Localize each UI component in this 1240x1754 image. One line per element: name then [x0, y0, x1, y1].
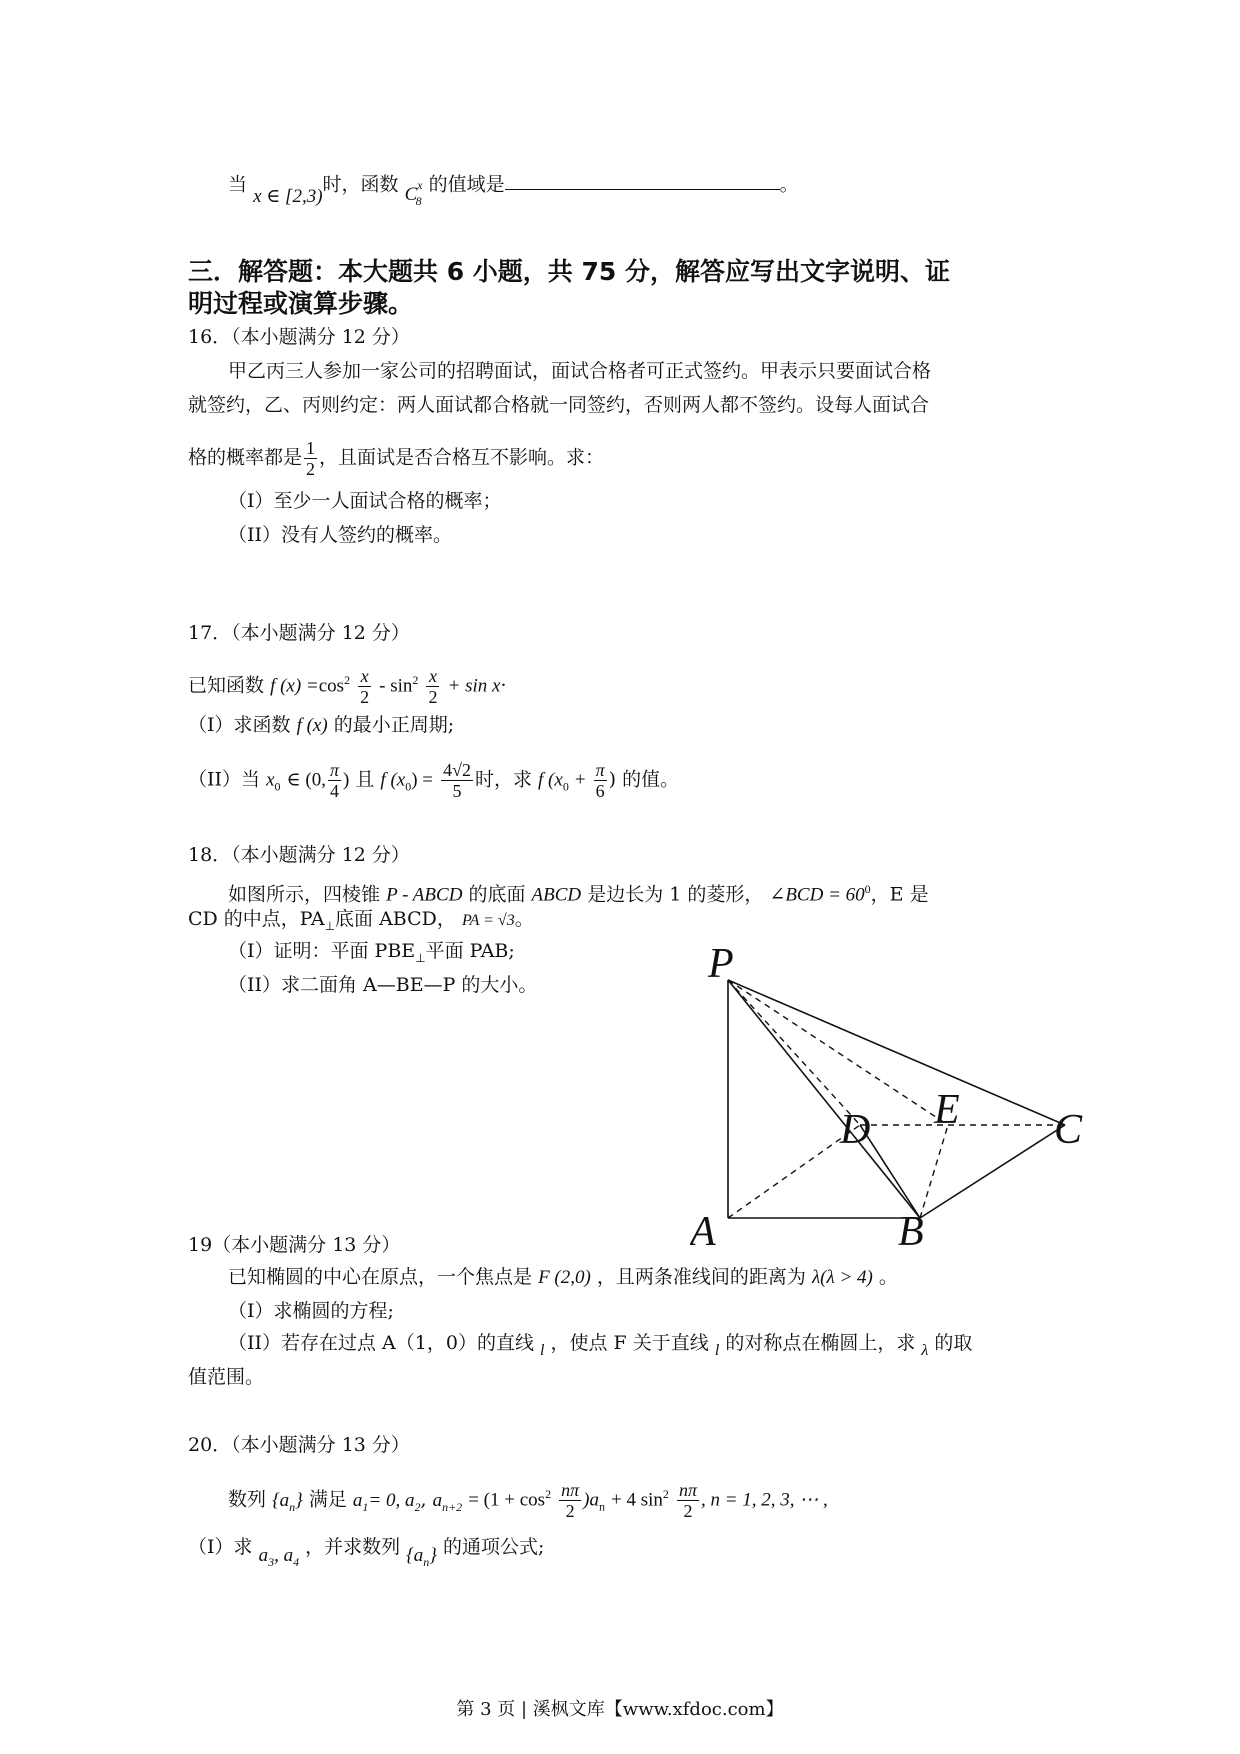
pyramid-figure [690, 945, 1100, 1245]
q16-part-ii: （II）没有人签约的概率。 [228, 524, 453, 546]
fill-in-line: 当 x ∈ [2,3)时，函数 $C^x_8$的值域是 。 [228, 173, 799, 209]
edge-PB [728, 980, 920, 1218]
label-A: A [690, 1209, 716, 1245]
edge-PD [728, 980, 860, 1125]
half-fraction: $\frac{1}{2}$ [306, 438, 316, 479]
page-footer: 第 3 页 | 溪枫文库【www.xfdoc.com】 [456, 1699, 784, 1720]
q18-header: 18．（本小题满分 12 分） [188, 844, 410, 866]
q19-para1: 已知椭圆的中心在原点，一个焦点是 F (2,0) ，且两条准线间的距离为 λ(λ > 4) 。 [228, 1266, 898, 1288]
q18-para2: CD 的中点，$PA_\perp$底面 ABCD， PA = √3。 [188, 908, 534, 933]
q20-part-i: （I）求 $a_3$, $a_4$ ，并求数列 $\{a_n\}$ 的通项公式; [188, 1536, 545, 1569]
q19-part-i: （I）求椭圆的方程; [228, 1300, 394, 1322]
q19-part-ii-cont: 值范围。 [188, 1366, 265, 1388]
q16-para3: 格的概率都是 $\frac{1}{2}$ ，且面试是否合格互不影响。求： [188, 438, 605, 479]
label-D: D [840, 1107, 871, 1153]
edge-BE [920, 1125, 948, 1218]
q19-part-ii: （II）若存在过点 A（1，0）的直线 $_l$ ，使点 F 关于直线 $_l$ 的对称点在椭圆上，求 $_\lambda$ 的取 [228, 1332, 973, 1359]
q17-part-ii: （II）当 $x_0$ ∈ (0, $\frac{\pi}{4}$ ) 且 f $(x_0)$ = $\frac{4√2}{5}$ 时，求 f ($x_0$ + $\frac{\pi}{6}$ ) 的值。 [188, 760, 680, 801]
section-title-line2: 明过程或演算步骤。 [188, 289, 414, 318]
section-title-line1: 三．解答题：本大题共 6 小题，共 75 分，解答应写出文字说明、证 [188, 257, 951, 286]
q20-header: 20．（本小题满分 13 分） [188, 1434, 410, 1456]
q19-header: 19（本小题满分 13 分） [188, 1234, 401, 1256]
sequence-an: $\{a_n\}$ [272, 1489, 303, 1514]
q17-given: 已知函数 f $(x) =\cos^2$ $\frac{x}{2}$ - $\sin^2$ $\frac{x}{2}$ + sin x· [188, 666, 507, 707]
q20-given: 数列 $\{a_n\}$ 满足 $a_1= 0$, $a_2$, $a_{n+2} = (1 + \cos^2$ $\frac{n\pi}{2}$ )$a_n + 4$ $\sin^2$ $\frac{n\pi}{2}$ , n = 1, 2, 3, ⋯ , [228, 1480, 828, 1521]
label-B: B [898, 1209, 924, 1245]
edge-PE [728, 980, 948, 1125]
q17-header: 17．（本小题满分 12 分） [188, 622, 410, 644]
q18-para1: 如图所示，四棱锥 P - ABCD 的底面 ABCD 是边长为 1 的菱形， ∠BCD = $60^0$，E 是 [228, 882, 929, 906]
condition-math: x ∈ [2,3) [253, 186, 323, 208]
edge-PC [728, 980, 1065, 1125]
q16-part-i: （I）至少一人面试合格的概率； [228, 490, 502, 512]
q17-part-i: （I）求函数 f (x) 的最小正周期; [188, 714, 455, 736]
q16-para1: 甲乙丙三人参加一家公司的招聘面试，面试合格者可正式签约。甲表示只要面试合格 [228, 360, 932, 382]
q16-para2: 就签约，乙、丙则约定：两人面试都合格就一同签约，否则两人都不签约。设每人面试合 [188, 394, 930, 416]
q16-header: 16．（本小题满分 12 分） [188, 326, 410, 348]
q18-part-ii: （II）求二面角 A—BE—P 的大小。 [228, 974, 538, 996]
label-P: P [708, 945, 734, 987]
edge-BC [920, 1125, 1065, 1218]
q18-part-i: （I）证明：平面 $PBE_\perp$平面 PAB; [228, 940, 515, 965]
label-C: C [1054, 1107, 1083, 1153]
combination-math: $C^x_8$ [404, 178, 423, 209]
label-E: E [934, 1087, 960, 1133]
answer-blank [505, 171, 780, 190]
